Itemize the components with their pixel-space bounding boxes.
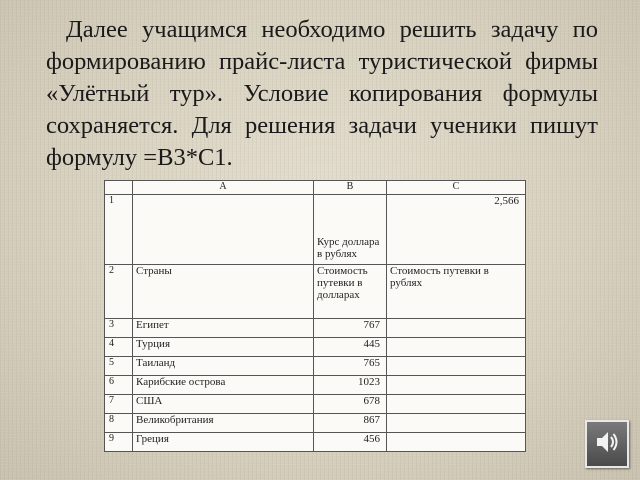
cell-c2: Стоимость путевки в рублях [387, 265, 526, 319]
row-number: 9 [105, 433, 133, 452]
empty-cell [387, 414, 526, 433]
country-cell: Египет [133, 319, 314, 338]
price-cell: 767 [314, 319, 387, 338]
empty-cell [387, 319, 526, 338]
table-row [105, 395, 526, 414]
speaker-icon [594, 427, 620, 462]
price-cell: 445 [314, 338, 387, 357]
slide-text: Далее учащимся необходимо решить задачу по формированию прайс-листа туристической фирмы «Улётный тур». Условие копирования формулы сохраняется. Для решения задачи ученики пишут формулу =B3*C1. [46, 16, 598, 171]
cell-c1: 2,566 [387, 195, 526, 265]
table-row [105, 338, 526, 357]
country-cell: Карибские острова [133, 376, 314, 395]
empty-cell [387, 338, 526, 357]
spreadsheet-table [104, 180, 526, 452]
empty-cell [387, 395, 526, 414]
sound-button[interactable] [585, 420, 629, 468]
column-header-b: B [314, 181, 387, 195]
table-row [105, 376, 526, 395]
price-cell: 456 [314, 433, 387, 452]
table-row [105, 433, 526, 452]
price-cell: 867 [314, 414, 387, 433]
country-cell: Таиланд [133, 357, 314, 376]
row-number: 5 [105, 357, 133, 376]
price-cell: 1023 [314, 376, 387, 395]
cell-a1 [133, 195, 314, 265]
country-cell: Турция [133, 338, 314, 357]
empty-cell [387, 357, 526, 376]
price-cell: 765 [314, 357, 387, 376]
row-number: 2 [105, 265, 133, 319]
row-number: 3 [105, 319, 133, 338]
table-row [105, 357, 526, 376]
column-header-a: A [133, 181, 314, 195]
price-cell: 678 [314, 395, 387, 414]
country-cell: США [133, 395, 314, 414]
empty-cell [387, 376, 526, 395]
column-header-row [105, 181, 526, 195]
row-number: 6 [105, 376, 133, 395]
cell-b2: Стоимость путевки в долларах [314, 265, 387, 319]
country-cell: Греция [133, 433, 314, 452]
table-row [105, 319, 526, 338]
table-row [105, 414, 526, 433]
row-number: 8 [105, 414, 133, 433]
table-row [105, 195, 526, 265]
row-number: 7 [105, 395, 133, 414]
column-header-c: C [387, 181, 526, 195]
cell-a2: Страны [133, 265, 314, 319]
row-number: 4 [105, 338, 133, 357]
cell-b1: Курс доллара в рублях [314, 195, 387, 265]
table-row [105, 265, 526, 319]
corner-cell [105, 181, 133, 195]
empty-cell [387, 433, 526, 452]
row-number: 1 [105, 195, 133, 265]
country-cell: Великобритания [133, 414, 314, 433]
